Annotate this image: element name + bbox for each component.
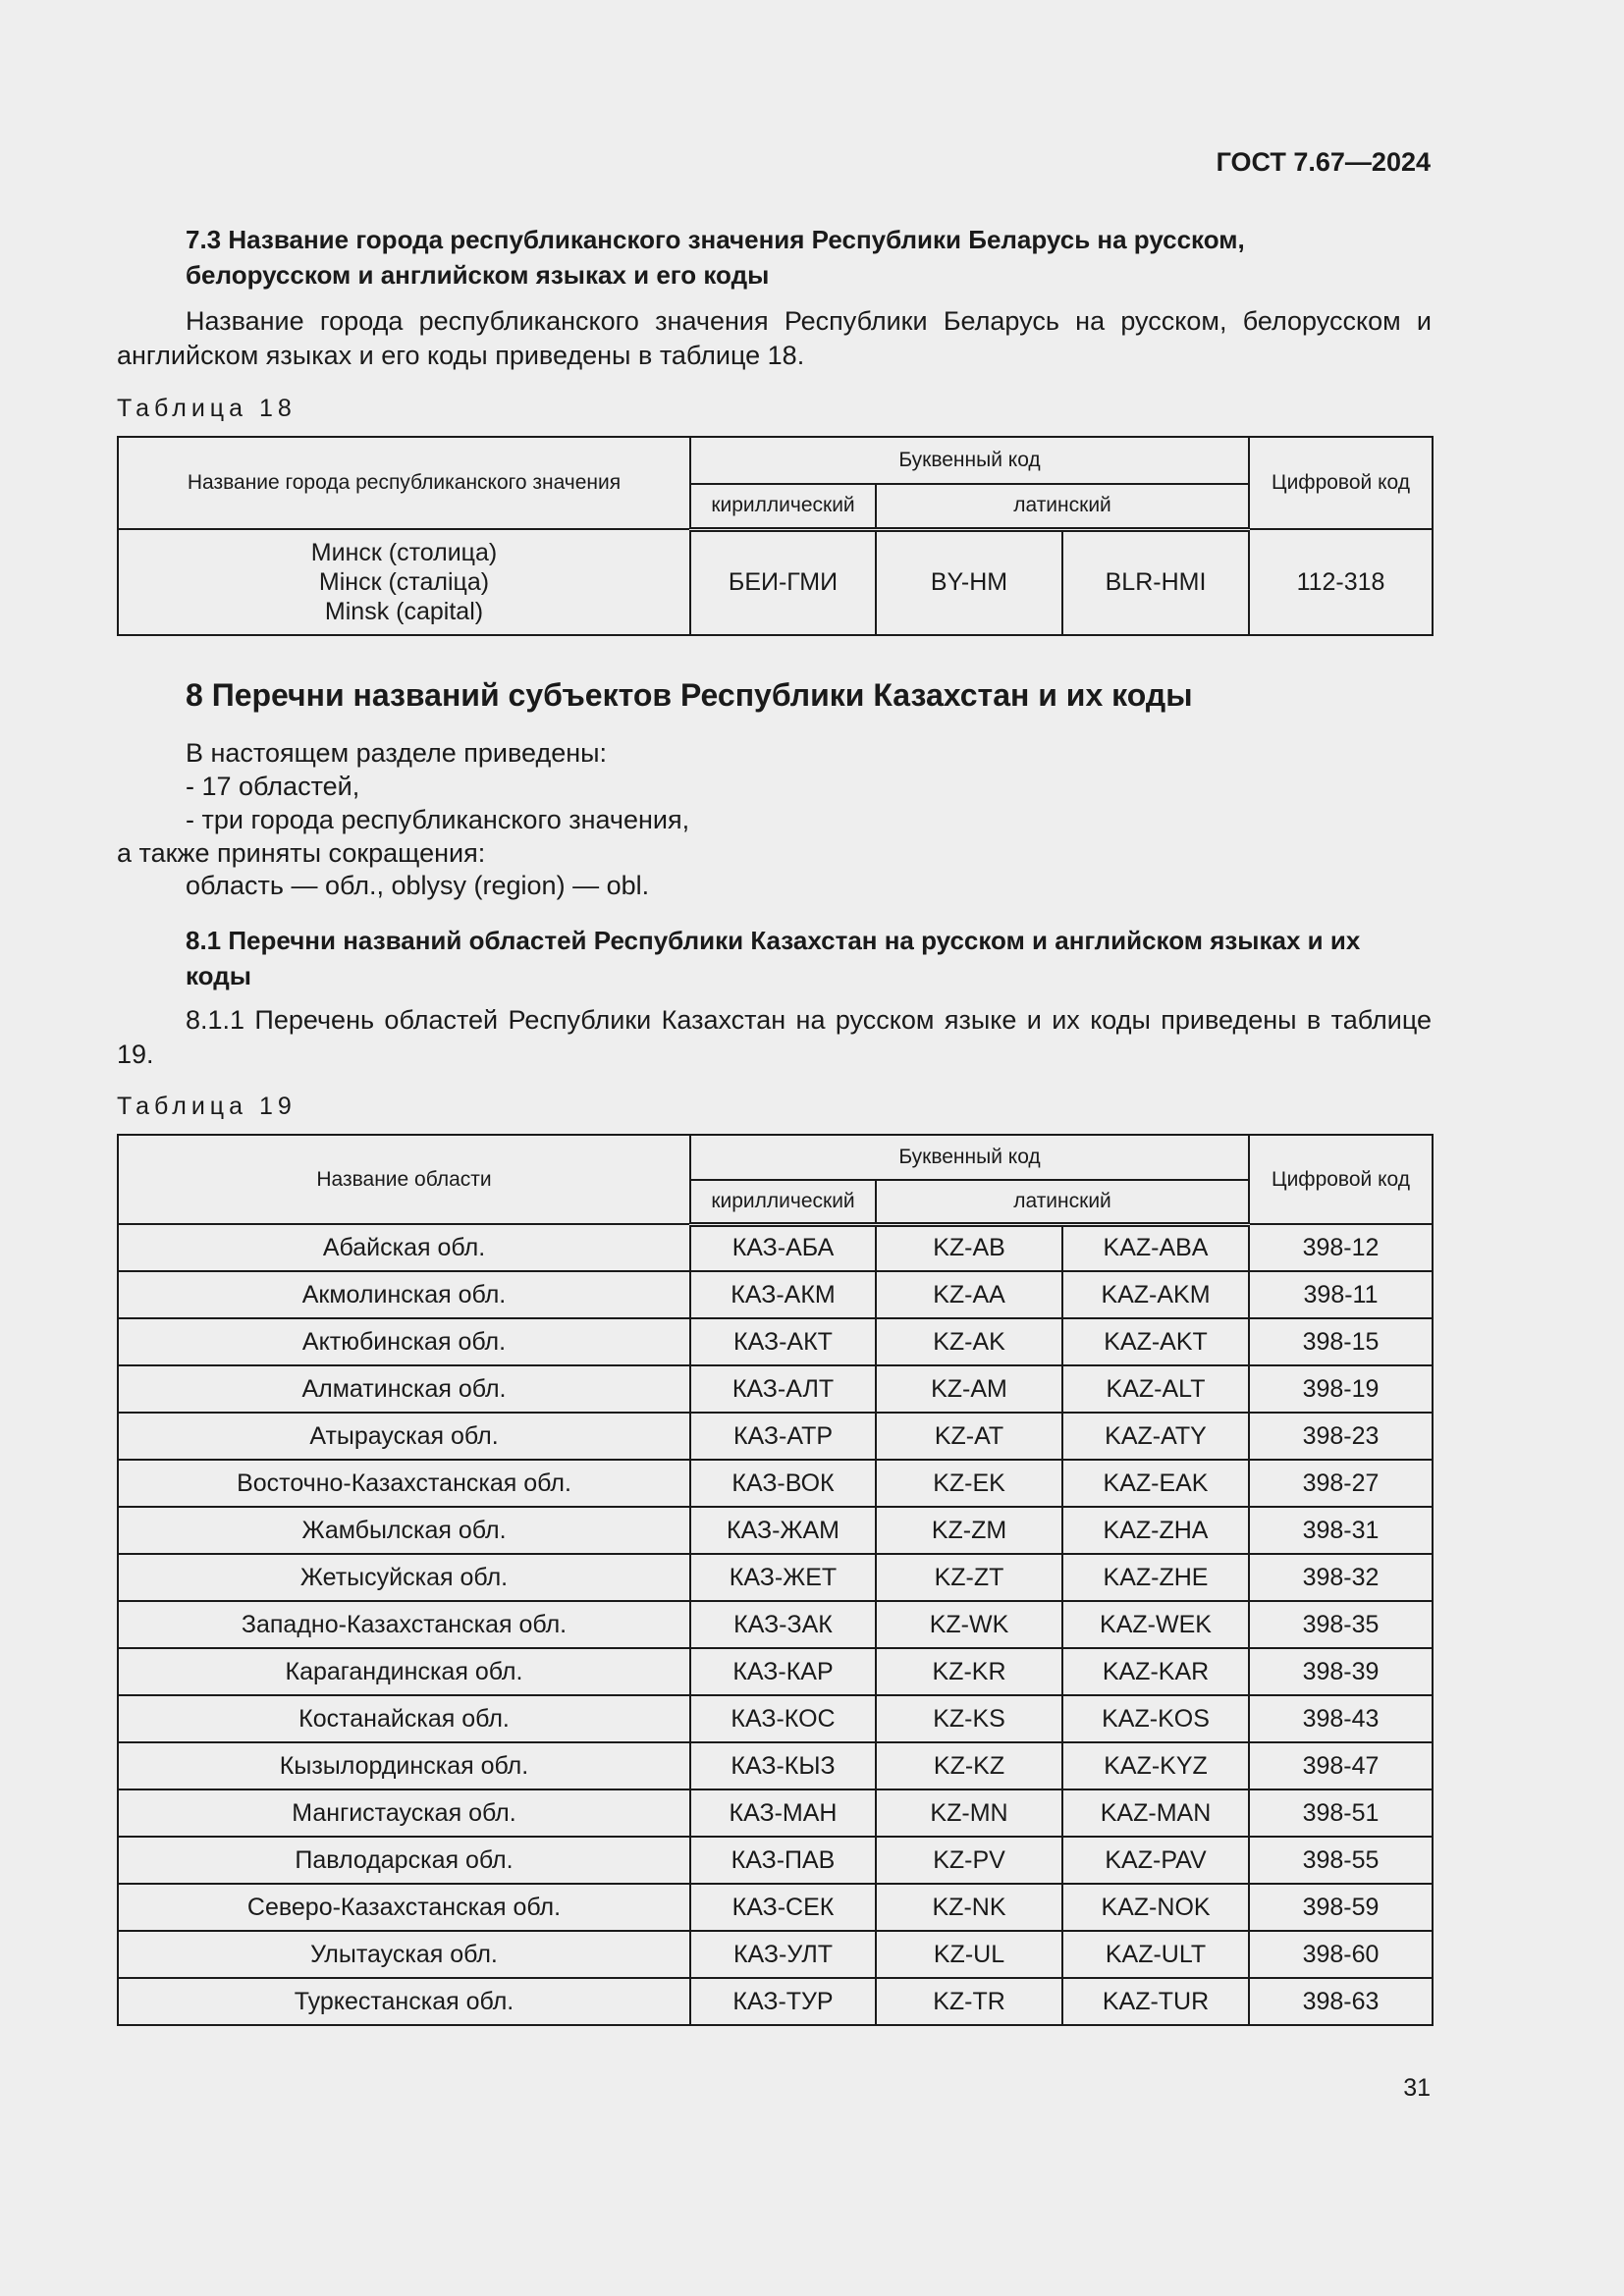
table19-latin3-code: KAZ-NOK: [1062, 1884, 1249, 1931]
table19-latin3-code: KAZ-WEK: [1062, 1601, 1249, 1648]
table-18: [117, 436, 1434, 636]
table19-latin2-code: KZ-KZ: [876, 1742, 1062, 1789]
table-row: [118, 1789, 1433, 1837]
table19-latin2-code: KZ-ZT: [876, 1554, 1062, 1601]
section-8-intro: В настоящем разделе приведены:: [186, 738, 608, 768]
table19-cyrillic-code: КАЗ-АТР: [690, 1413, 876, 1460]
table19-region-name: Павлодарская обл.: [118, 1837, 690, 1884]
table19-header-letter-code: Буквенный код: [690, 1135, 1249, 1180]
table-row: [118, 1365, 1433, 1413]
section-8-1-heading: 8.1 Перечни названий областей Республики Казахстан на русском и английском языках и их коды: [186, 926, 1361, 990]
table19-cyrillic-code: КАЗ-ВОК: [690, 1460, 876, 1507]
table19-digital-code: 398-60: [1249, 1931, 1433, 1978]
table19-digital-code: 398-11: [1249, 1271, 1433, 1318]
table19-cyrillic-code: КАЗ-УЛТ: [690, 1931, 876, 1978]
table19-header-cyrillic: кириллический: [690, 1180, 876, 1224]
table19-cyrillic-code: КАЗ-ТУР: [690, 1978, 876, 2025]
table19-digital-code: 398-59: [1249, 1884, 1433, 1931]
table19-latin3-code: KAZ-MAN: [1062, 1789, 1249, 1837]
table19-latin3-code: KAZ-KAR: [1062, 1648, 1249, 1695]
table19-digital-code: 398-43: [1249, 1695, 1433, 1742]
section-7-3-heading: 7.3 Название города республиканского значения Республики Беларусь на русском, белорусском и английском языках и его коды: [186, 225, 1245, 290]
table18-header-name: Название города республиканского значения: [118, 437, 690, 529]
city-name-en: Minsk (capital): [324, 598, 484, 625]
city-name-by: Мінск (сталіца): [318, 568, 490, 596]
table19-digital-code: 398-47: [1249, 1742, 1433, 1789]
table19-latin2-code: KZ-KS: [876, 1695, 1062, 1742]
section-8-item-2: - три города республиканского значения,: [186, 805, 690, 834]
table-row: [118, 1224, 1433, 1271]
table19-latin3-code: KAZ-ULT: [1062, 1931, 1249, 1978]
table19-latin3-code: KAZ-ZHA: [1062, 1507, 1249, 1554]
table19-latin2-code: KZ-AT: [876, 1413, 1062, 1460]
table19-header-name: Название области: [118, 1135, 690, 1224]
table19-latin3-code: KAZ-PAV: [1062, 1837, 1249, 1884]
table19-digital-code: 398-15: [1249, 1318, 1433, 1365]
table-row: [118, 1978, 1433, 2025]
table19-region-name: Западно-Казахстанская обл.: [118, 1601, 690, 1648]
table18-digital-code: 112-318: [1249, 529, 1433, 635]
section-8-item-1: - 17 областей,: [186, 772, 360, 801]
table18-latin2-code: BY-HM: [876, 529, 1062, 635]
table-row: [118, 1648, 1433, 1695]
table19-latin2-code: KZ-AB: [876, 1224, 1062, 1271]
table19-latin3-code: KAZ-AKM: [1062, 1271, 1249, 1318]
table19-region-name: Карагандинская обл.: [118, 1648, 690, 1695]
table-row: [118, 1695, 1433, 1742]
table-row: [118, 1460, 1433, 1507]
table19-digital-code: 398-19: [1249, 1365, 1433, 1413]
table19-digital-code: 398-39: [1249, 1648, 1433, 1695]
table19-region-name: Атырауская обл.: [118, 1413, 690, 1460]
table19-latin2-code: KZ-AM: [876, 1365, 1062, 1413]
table19-cyrillic-code: КАЗ-ПАВ: [690, 1837, 876, 1884]
table-row: [118, 1742, 1433, 1789]
table19-digital-code: 398-31: [1249, 1507, 1433, 1554]
section-8-heading: 8 Перечни названий субъектов Республики Казахстан и их коды: [186, 677, 1193, 713]
table19-region-name: Алматинская обл.: [118, 1365, 690, 1413]
table19-region-name: Восточно-Казахстанская обл.: [118, 1460, 690, 1507]
table19-latin3-code: KAZ-KOS: [1062, 1695, 1249, 1742]
table18-header-digital: Цифровой код: [1249, 437, 1433, 529]
table19-header-digital: Цифровой код: [1249, 1135, 1433, 1224]
table18-header-letter-code: Буквенный код: [690, 437, 1249, 484]
table19-digital-code: 398-35: [1249, 1601, 1433, 1648]
table-row: [118, 1931, 1433, 1978]
table19-region-name: Абайская обл.: [118, 1224, 690, 1271]
table19-digital-code: 398-32: [1249, 1554, 1433, 1601]
document-code: ГОСТ 7.67—2024: [1216, 147, 1431, 177]
table19-latin3-code: KAZ-ABA: [1062, 1224, 1249, 1271]
table19-region-name: Улытауская обл.: [118, 1931, 690, 1978]
table19-latin2-code: KZ-ZM: [876, 1507, 1062, 1554]
table19-cyrillic-code: КАЗ-КАР: [690, 1648, 876, 1695]
table19-digital-code: 398-12: [1249, 1224, 1433, 1271]
table19-region-name: Жетысуйская обл.: [118, 1554, 690, 1601]
table19-latin2-code: KZ-WK: [876, 1601, 1062, 1648]
table19-latin2-code: KZ-AK: [876, 1318, 1062, 1365]
table19-cyrillic-code: КАЗ-АЛТ: [690, 1365, 876, 1413]
table19-cyrillic-code: КАЗ-АБА: [690, 1224, 876, 1271]
table19-region-name: Кызылординская обл.: [118, 1742, 690, 1789]
table19-cyrillic-code: КАЗ-КОС: [690, 1695, 876, 1742]
table19-latin2-code: KZ-AA: [876, 1271, 1062, 1318]
table-row: [118, 1554, 1433, 1601]
table19-latin2-code: KZ-TR: [876, 1978, 1062, 2025]
table19-cyrillic-code: КАЗ-ЖАМ: [690, 1507, 876, 1554]
table19-latin2-code: KZ-KR: [876, 1648, 1062, 1695]
table19-region-name: Жамбылская обл.: [118, 1507, 690, 1554]
table19-latin3-code: KAZ-ATY: [1062, 1413, 1249, 1460]
table19-cyrillic-code: КАЗ-АКТ: [690, 1318, 876, 1365]
table19-latin3-code: KAZ-ALT: [1062, 1365, 1249, 1413]
table18-city-name: [118, 529, 690, 635]
table19-cyrillic-code: КАЗ-СЕК: [690, 1884, 876, 1931]
table19-header-latin: латинский: [876, 1180, 1249, 1224]
table-19: [117, 1134, 1434, 2026]
table19-caption: Таблица 19: [117, 1093, 297, 1120]
table19-latin2-code: KZ-UL: [876, 1931, 1062, 1978]
table-row: [118, 1837, 1433, 1884]
table19-digital-code: 398-55: [1249, 1837, 1433, 1884]
table19-latin2-code: KZ-NK: [876, 1884, 1062, 1931]
table-row: [118, 529, 1433, 635]
table19-latin3-code: KAZ-ZHE: [1062, 1554, 1249, 1601]
table19-region-name: Северо-Казахстанская обл.: [118, 1884, 690, 1931]
table19-cyrillic-code: КАЗ-ЖЕТ: [690, 1554, 876, 1601]
table19-latin3-code: KAZ-KYZ: [1062, 1742, 1249, 1789]
table19-cyrillic-code: КАЗ-АКМ: [690, 1271, 876, 1318]
page-number: 31: [1403, 2074, 1431, 2102]
table19-latin2-code: KZ-MN: [876, 1789, 1062, 1837]
table19-digital-code: 398-63: [1249, 1978, 1433, 2025]
table18-latin3-code: BLR-HMI: [1062, 529, 1249, 635]
table19-cyrillic-code: КАЗ-КЫЗ: [690, 1742, 876, 1789]
table18-header-cyrillic: кириллический: [690, 484, 876, 529]
table19-latin2-code: KZ-EK: [876, 1460, 1062, 1507]
table19-latin2-code: KZ-PV: [876, 1837, 1062, 1884]
table19-latin3-code: KAZ-AKT: [1062, 1318, 1249, 1365]
table19-region-name: Туркестанская обл.: [118, 1978, 690, 2025]
table19-cyrillic-code: КАЗ-ЗАК: [690, 1601, 876, 1648]
table18-cyrillic-code: БЕИ-ГМИ: [690, 529, 876, 635]
table-row: [118, 1601, 1433, 1648]
table-row: [118, 1507, 1433, 1554]
section-8-abbreviations: область — обл., oblysy (region) — obl.: [186, 871, 650, 900]
table-row: [118, 1318, 1433, 1365]
table19-cyrillic-code: КАЗ-МАН: [690, 1789, 876, 1837]
table19-latin3-code: KAZ-EAK: [1062, 1460, 1249, 1507]
table18-caption: Таблица 18: [117, 395, 297, 422]
table-row: [118, 1271, 1433, 1318]
table19-region-name: Мангистауская обл.: [118, 1789, 690, 1837]
table19-region-name: Актюбинская обл.: [118, 1318, 690, 1365]
city-name-ru: Минск (столица): [310, 539, 498, 566]
table19-region-name: Акмолинская обл.: [118, 1271, 690, 1318]
table-row: [118, 1413, 1433, 1460]
table19-region-name: Костанайская обл.: [118, 1695, 690, 1742]
table19-digital-code: 398-27: [1249, 1460, 1433, 1507]
table19-digital-code: 398-51: [1249, 1789, 1433, 1837]
table19-latin3-code: KAZ-TUR: [1062, 1978, 1249, 2025]
table18-header-latin: латинский: [876, 484, 1249, 529]
section-7-3-text: Название города республиканского значения Республики Беларусь на русском, белорусском и английском языках и его коды приведены в таблице 18.: [117, 306, 1432, 370]
table19-digital-code: 398-23: [1249, 1413, 1433, 1460]
table-row: [118, 1884, 1433, 1931]
section-8-1-text: 8.1.1 Перечень областей Республики Казахстан на русском языке и их коды приведены в таблице 19.: [117, 1005, 1432, 1069]
section-8-also: а также приняты сокращения:: [117, 838, 486, 868]
